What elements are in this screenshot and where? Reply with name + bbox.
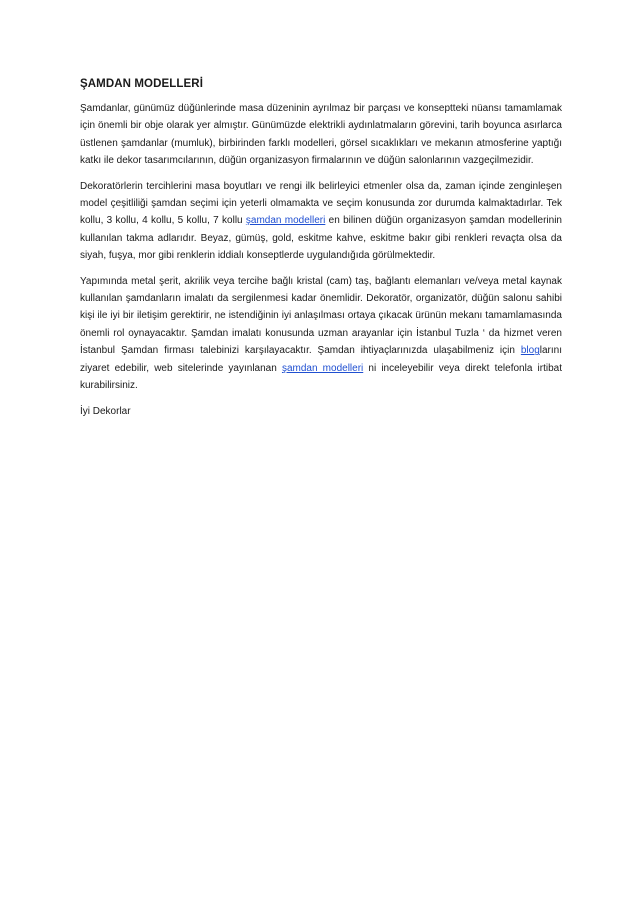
paragraph-manufacturing-text-1: Yapımında metal şerit, akrilik veya tercihe bağlı kristal (cam) taş, bağlantı elemanları ve/veya metal kaynak kullanılan şamdanların imalatı da sergilenmesi kadar önemlidir. Dekoratör, organizatör, düğün salonu sahibi kişi ile iyi bir iletişim gerektirir, ne istendiğinin iyi anlaşılması ortaya çıkacak ürünün mekanı tamamlamasında önemli rol oynayacaktır. Şamdan imalatı konusunda uzman arayanlar için İstanbul Tuzla ‘ da hizmet veren İstanbul Şamdan firması talebinizi karşılayacaktır. Şamdan ihtiyaçlarınızda ulaşabilmeniz için bbox=[80, 275, 562, 357]
document-title: ŞAMDAN MODELLERİ bbox=[80, 78, 203, 90]
paragraph-manufacturing-text-2: larını ziyaret edebilir, web sitelerinde yayınlanan bbox=[80, 345, 562, 374]
blog-link[interactable]: blog bbox=[520, 345, 540, 357]
samdan-modelleri-link-2[interactable]: şamdan modelleri bbox=[281, 362, 364, 374]
document-page bbox=[80, 78, 562, 428]
paragraph-intro bbox=[80, 100, 562, 170]
signoff: İyi Dekorlar bbox=[80, 405, 131, 417]
paragraph-manufacturing-text-3: ni inceleyebilir veya direkt telefonla irtibat kurabilirsiniz. bbox=[80, 362, 562, 392]
paragraph-models-text-1: Dekoratörlerin tercihlerini masa boyutları ve rengi ilk belirleyici etmenler olsa da, zaman içinde zenginleşen model çeşitliliği şamdan seçimi için yeterli olmamakta ve seçim konusunda zor durumda kalmaktadırlar. Tek kollu, 3 kollu, 4 kollu, 5 kollu, 7 kollu bbox=[80, 180, 562, 227]
paragraph-models-text-2: en bilinen düğün organizasyon şamdan modellerinin kullanılan takma adlarıdır. Beyaz, gümüş, gold, eskitme kahve, eskitme bakır gibi renkleri revaçta olsa da siyah, fuşya, mor gibi renklerin iddialı konseptlerde uygulandığıda görülmektedir. bbox=[80, 215, 562, 262]
paragraph-manufacturing bbox=[80, 273, 562, 395]
paragraph-models bbox=[80, 178, 562, 265]
paragraph-intro-text: Şamdanlar, günümüz düğünlerinde masa düzeninin ayrılmaz bir parçası ve konseptteki nüansı tamamlamak için önemli bir obje olarak yer almıştır. Günümüzde elektrikli aydınlatmaların görevini, tarih boyunca asırlarca üstlenen şamdanlar (mumluk), birbirinden farklı modelleri, görsel sıcaklıkları ve mekanın atmosferine yaptığı katkı ile dekor tasarımcılarının, düğün organizasyon firmalarının ve düğün salonlarının vazgeçilmezidir. bbox=[80, 103, 562, 167]
samdan-modelleri-link[interactable]: şamdan modelleri bbox=[245, 215, 326, 227]
